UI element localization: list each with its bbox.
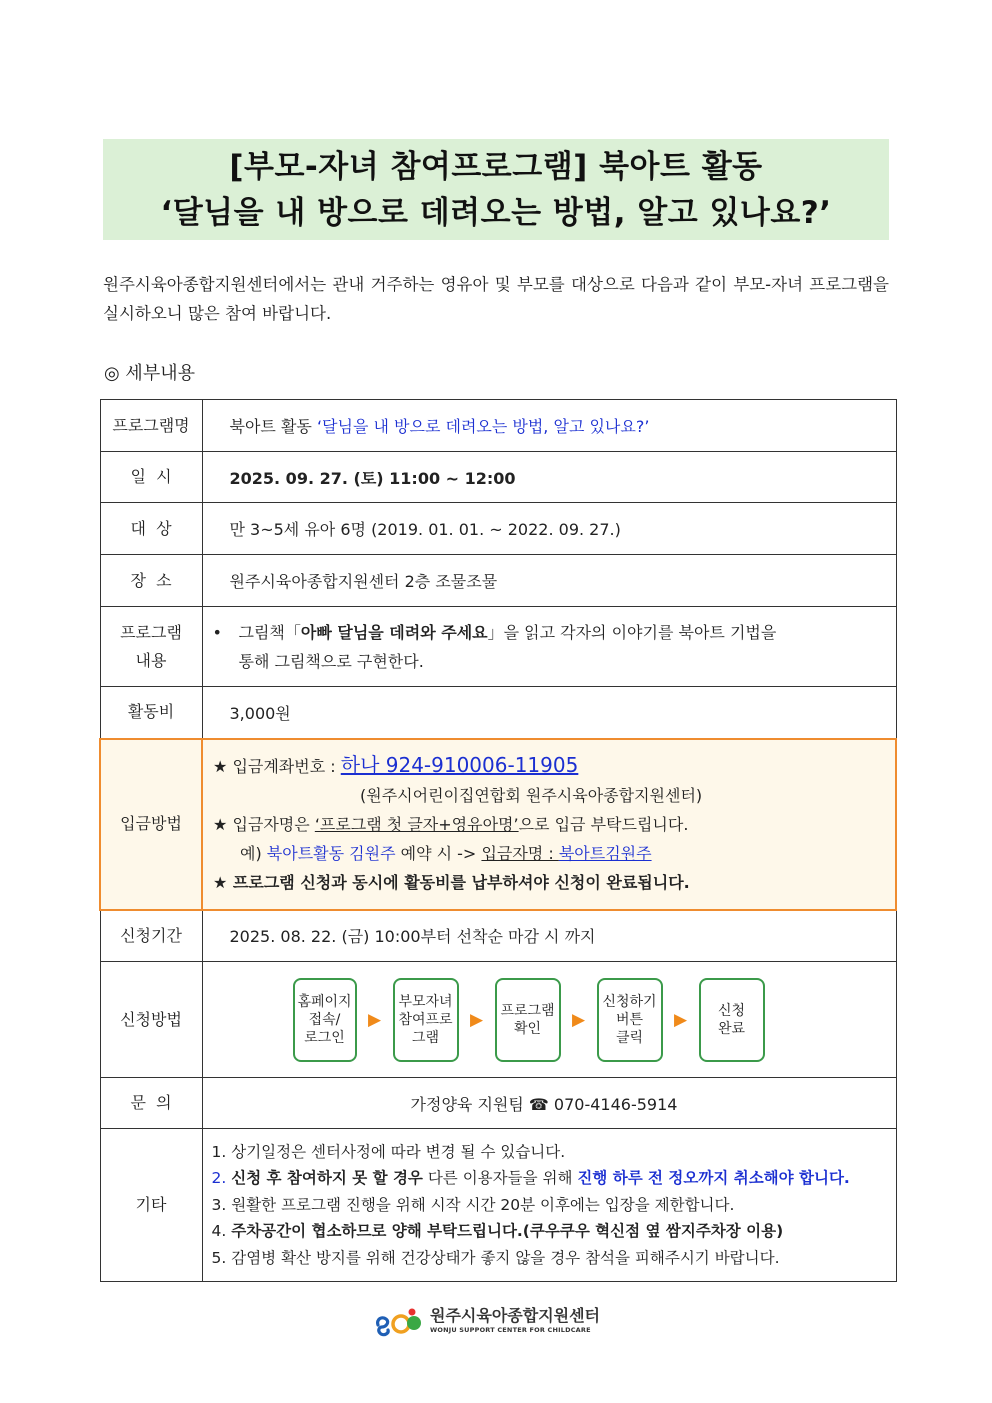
label-deposit: 입금방법 <box>100 739 202 910</box>
row-deposit <box>100 739 896 910</box>
label-program-name: 프로그램명 <box>100 400 202 452</box>
note-1: 1. 상기일정은 센터사정에 따라 변경 될 수 있습니다. <box>211 1142 566 1161</box>
value-period: 2025. 08. 22. (금) 10:00부터 선착순 마감 시 까지 <box>202 910 896 962</box>
row-period <box>100 910 896 962</box>
arrow-icon: ▶ <box>469 1009 484 1030</box>
row-inquiry <box>100 1078 896 1129</box>
value-inquiry: 가정양육 지원팀 ☎ 070-4146-5914 <box>202 1078 896 1129</box>
program-prefix: 북아트 활동 <box>229 417 317 436</box>
depositor-rule: ‘프로그램 첫 글자+영유아명’ <box>314 815 519 834</box>
label-inquiry: 문 의 <box>100 1078 202 1129</box>
value-target: 만 3~5세 유아 6명 (2019. 01. 01. ~ 2022. 09. 27.) <box>202 503 896 555</box>
footer-org-name: 원주시육아종합지원센터 <box>430 1306 601 1325</box>
value-datetime: 2025. 09. 27. (토) 11:00 ~ 12:00 <box>202 452 896 503</box>
label-target: 대 상 <box>100 503 202 555</box>
row-etc <box>100 1129 896 1282</box>
row-place <box>100 555 896 607</box>
note-5: 5. 감염병 확산 방지를 위해 건강상태가 좋지 않을 경우 참석을 피해주시기 바랍니다. <box>211 1248 780 1267</box>
label-method: 신청방법 <box>100 962 202 1078</box>
label-etc: 기타 <box>100 1129 202 1282</box>
section-heading: ◎ 세부내용 <box>104 363 195 384</box>
center-logo-icon <box>374 1303 424 1337</box>
footer-org-name-en: WONJU SUPPORT CENTER FOR CHILDCARE <box>430 1326 591 1334</box>
row-program-name <box>100 400 896 452</box>
example-name: 북아트활동 김원주 <box>266 844 396 863</box>
application-flow <box>203 978 886 1062</box>
step-parent-child-program: 부모자녀 참여프로 그램 <box>393 978 459 1062</box>
step-homepage-login: 홈페이지 접속/ 로그인 <box>293 978 357 1062</box>
bank-account: 하나 924-910006-11905 <box>340 753 579 777</box>
step-apply-button: 신청하기 버튼 클릭 <box>597 978 663 1062</box>
value-etc <box>202 1129 896 1282</box>
bullet: • <box>212 622 222 642</box>
row-fee <box>100 687 896 739</box>
value-program-name <box>202 400 896 452</box>
title-line-2: ‘달님을 내 방으로 데려오는 방법, 알고 있나요?’ <box>160 195 832 231</box>
star-icon: ★ <box>213 757 228 776</box>
title-banner <box>103 139 889 240</box>
row-datetime <box>100 452 896 503</box>
note-2: 2. 신청 후 참여하지 못 할 경우 다른 이용자들을 위해 진행 하루 전 정오까지 취소해야 합니다. <box>211 1169 850 1188</box>
arrow-icon: ▶ <box>571 1009 586 1030</box>
payment-notice: 프로그램 신청과 동시에 활동비를 납부하셔야 신청이 완료됩니다. <box>232 873 690 892</box>
value-content: • 그림책「아빠 달님을 데려와 주세요」을 읽고 각자의 이야기를 북아트 기법을 통해 그림책으로 구현한다. <box>202 607 896 687</box>
program-title: ‘달님을 내 방으로 데려오는 방법, 알고 있나요?’ <box>316 417 650 436</box>
label-period: 신청기간 <box>100 910 202 962</box>
arrow-icon: ▶ <box>673 1009 688 1030</box>
step-program-check: 프로그램 확인 <box>495 978 561 1062</box>
step-complete: 신청 완료 <box>699 978 765 1062</box>
value-fee: 3,000원 <box>202 687 896 739</box>
label-fee: 활동비 <box>100 687 202 739</box>
title-line-1: [부모-자녀 참여프로그램] 북아트 활동 <box>229 149 763 185</box>
star-icon: ★ <box>213 815 228 834</box>
note-4: 4. 주차공간이 협소하므로 양해 부탁드립니다.(쿠우쿠우 혁신점 옆 쌈지주차장 이용) <box>211 1222 784 1241</box>
label-content: 프로그램 내용 <box>100 607 202 687</box>
value-place: 원주시육아종합지원센터 2층 조물조물 <box>202 555 896 607</box>
row-method <box>100 962 896 1078</box>
star-icon: ★ <box>213 873 228 892</box>
intro-paragraph: 원주시육아종합지원센터에서는 관내 거주하는 영유아 및 부모를 대상으로 다음과 같이 부모-자녀 프로그램을 실시하오니 많은 참여 바랍니다. <box>103 275 889 323</box>
footer-logo <box>374 1301 600 1339</box>
row-content <box>100 607 896 687</box>
example-result: 북아트김원주 <box>558 844 652 863</box>
row-target <box>100 503 896 555</box>
book-title: 아빠 달님을 데려와 주세요 <box>300 622 488 642</box>
value-deposit: ★ 입금계좌번호 : 하나 924-910006-11905 (원주시어린이집연합회 원주시육아종합지원센터) ★ 입금자명은 ‘프로그램 첫 글자+영유아명’으로 입금 부탁드립니다. 예) 북아트활동 김원주 예약 시 -> 입금자명 : 북아트김원주 ★ 프로그램 신청과 동시에 활동비를 납부하셔야 신청이 완료됩니다. <box>202 739 896 910</box>
account-holder: (원주시어린이집연합회 원주시육아종합지원센터) <box>360 786 703 805</box>
label-place: 장 소 <box>100 555 202 607</box>
note-3: 3. 원활한 프로그램 진행을 위해 시작 시간 20분 이후에는 입장을 제한합니다. <box>211 1195 735 1214</box>
arrow-icon: ▶ <box>367 1009 382 1030</box>
label-datetime: 일 시 <box>100 452 202 503</box>
value-method <box>202 962 896 1078</box>
details-table <box>99 399 897 1282</box>
